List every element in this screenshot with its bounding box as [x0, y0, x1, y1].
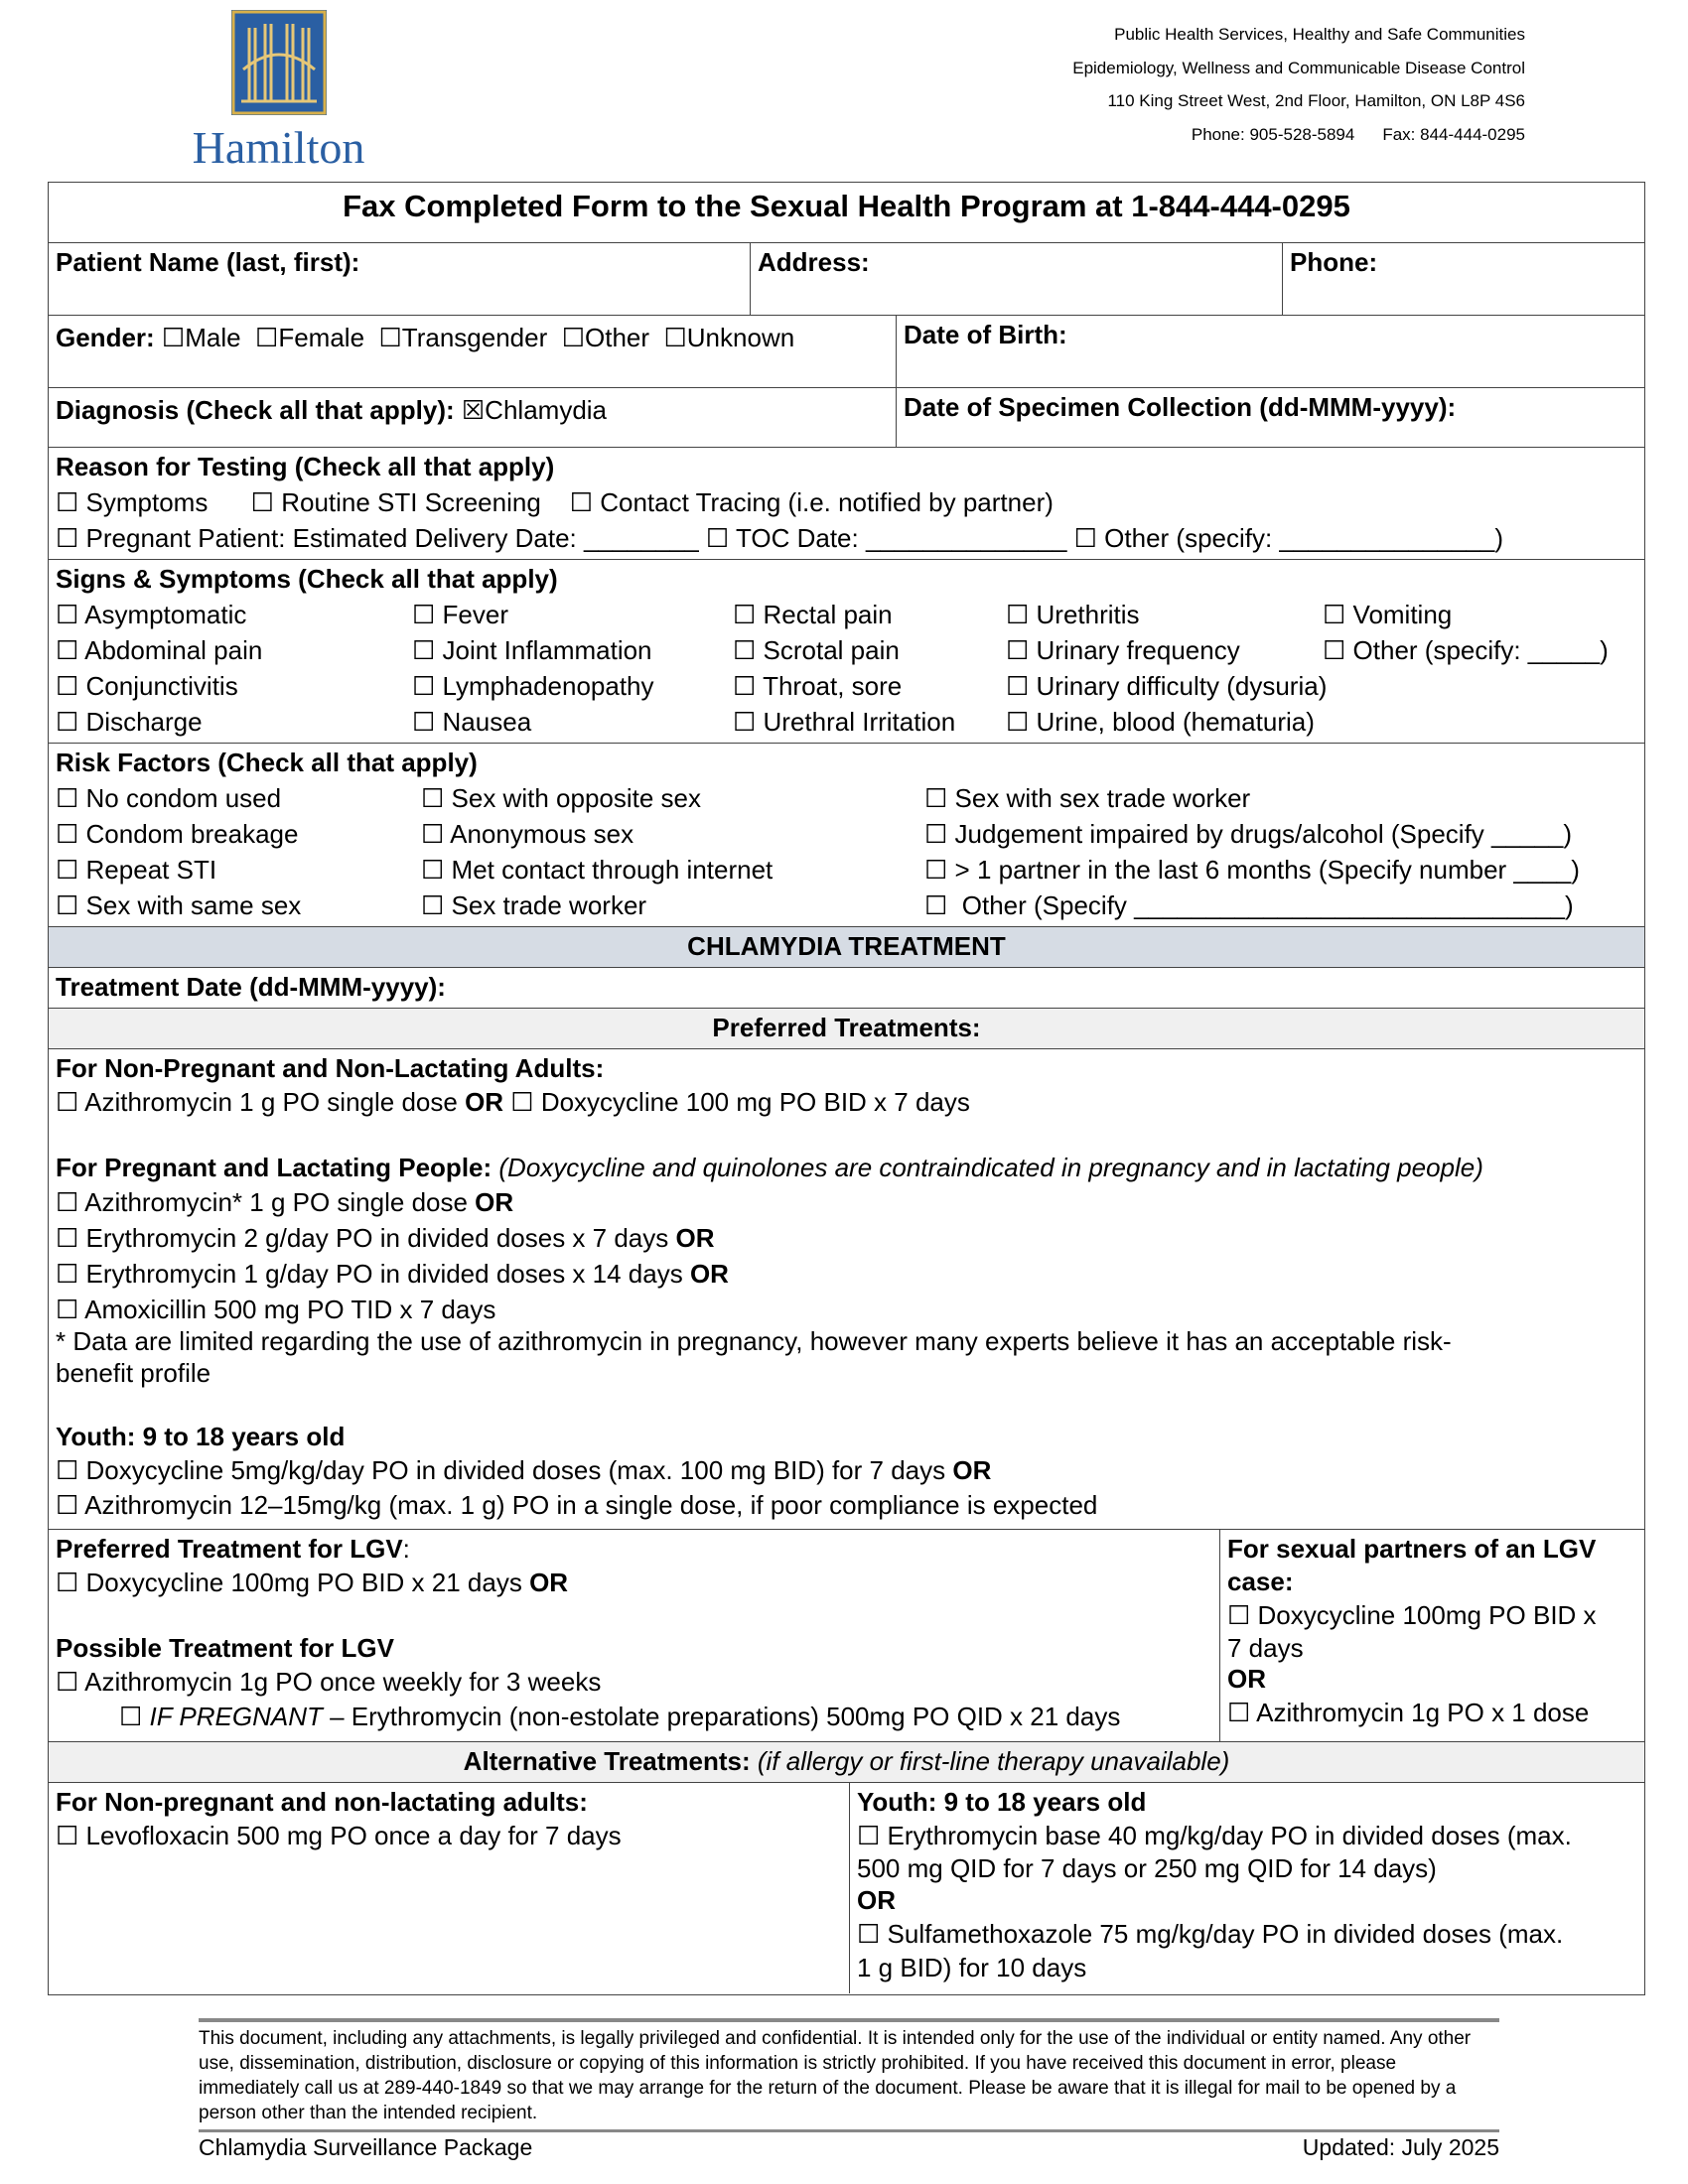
partners-heading-1: For sexual partners of an LGV: [1227, 1534, 1597, 1564]
alt-youth-option-2-cont: 1 g BID) for 10 days: [857, 1953, 1087, 1982]
symptom-option[interactable]: ☐ Urine, blood (hematuria): [1006, 707, 1315, 737]
alt-youth-cell: [849, 1783, 1644, 1993]
alternative-banner-title: Alternative Treatments:: [463, 1746, 751, 1776]
partners-heading-2: case:: [1227, 1567, 1294, 1596]
alternative-banner-row: [49, 1741, 1644, 1782]
signs-symptoms-section: [49, 559, 1644, 743]
alt-youth-heading: Youth: 9 to 18 years old: [857, 1787, 1147, 1817]
or-label: OR: [857, 1885, 896, 1915]
or-label: OR: [1227, 1664, 1266, 1694]
youth-option-2[interactable]: ☐ Azithromycin 12–15mg/kg (max. 1 g) PO in a single dose, if poor compliance is expected: [56, 1490, 1098, 1520]
pregnant-option-3[interactable]: [56, 1259, 729, 1290]
footer-rule: [199, 2129, 1499, 2132]
phone-fax-line: [1072, 118, 1525, 152]
pregnancy-footnote-line-1: * Data are limited regarding the use of azithromycin in pregnancy, however many experts believe it has an acceptable risk-: [56, 1326, 1452, 1356]
symptom-option[interactable]: ☐ Conjunctivitis: [56, 671, 238, 701]
updated-date: Updated: July 2025: [1302, 2134, 1499, 2160]
risk-factor-option[interactable]: ☐ Sex with sex trade worker: [924, 783, 1251, 813]
lgv-option-pregnant[interactable]: [119, 1702, 1120, 1732]
organization-address-block: [1072, 18, 1525, 151]
if-pregnant-label: IF PREGNANT: [149, 1702, 323, 1731]
logo-mark-icon: [231, 10, 327, 115]
date-of-birth-field[interactable]: Date of Birth:: [896, 316, 1644, 387]
risk-factor-option[interactable]: ☐ Condom breakage: [56, 819, 299, 849]
youth-option-text[interactable]: ☐ Doxycycline 5mg/kg/day PO in divided doses (max. 100 mg BID) for 7 days: [56, 1455, 953, 1485]
lgv-option-text: – Erythromycin (non-estolate preparations) 500mg PO QID x 21 days: [322, 1702, 1121, 1731]
symptom-option[interactable]: ☐ Urethritis: [1006, 600, 1140, 629]
alternative-treatments-section: [49, 1782, 1644, 1993]
alt-youth-option-1-cont: 500 mg QID for 7 days or 250 mg QID for 14 days): [857, 1853, 1437, 1883]
checkbox[interactable]: ☐: [119, 1702, 150, 1731]
treatment-banner-row: [49, 926, 1644, 967]
footer: [199, 2018, 1499, 2161]
symptom-option[interactable]: ☐ Urinary frequency: [1006, 635, 1240, 665]
reason-for-testing-section: [49, 447, 1644, 559]
doxycycline-option[interactable]: ☐ Doxycycline 100 mg PO BID x 7 days: [503, 1087, 970, 1117]
risk-factor-option[interactable]: ☐ > 1 partner in the last 6 months (Specify number ____): [924, 855, 1580, 885]
youth-heading: Youth: 9 to 18 years old: [56, 1422, 346, 1451]
risk-factor-option[interactable]: ☐ Sex with opposite sex: [421, 783, 702, 813]
partners-option-1-cont: 7 days: [1227, 1633, 1304, 1663]
treatment-date-row: [49, 967, 1644, 1008]
lgv-heading: Preferred Treatment for LGV: [56, 1534, 403, 1564]
lgv-option-text[interactable]: ☐ Doxycycline 100mg PO BID x 21 days: [56, 1568, 530, 1597]
specimen-collection-date-field[interactable]: Date of Specimen Collection (dd-MMM-yyyy):: [896, 388, 1644, 447]
pregnant-option-1[interactable]: [56, 1187, 513, 1218]
alt-youth-option-1[interactable]: ☐ Erythromycin base 40 mg/kg/day PO in divided doses (max.: [857, 1821, 1572, 1850]
pregnant-heading-line: [56, 1153, 1483, 1183]
or-label: OR: [465, 1087, 504, 1117]
symptom-option[interactable]: ☐ Asymptomatic: [56, 600, 247, 629]
logo-text: Hamilton: [192, 122, 365, 173]
lgv-heading-line: Preferred Treatment for LGV:: [56, 1534, 410, 1564]
preferred-banner-row: [49, 1008, 1644, 1048]
pregnancy-footnote-line-2: benefit profile: [56, 1358, 211, 1388]
patient-row: [49, 242, 1644, 315]
symptom-option[interactable]: ☐ Fever: [412, 600, 508, 629]
lgv-possible-heading: Possible Treatment for LGV: [56, 1633, 394, 1663]
symptom-option[interactable]: ☐ Throat, sore: [733, 671, 903, 701]
lgv-treatment-cell: [49, 1530, 1219, 1741]
pregnant-option-text[interactable]: ☐ Erythromycin 2 g/day PO in divided doses x 7 days: [56, 1223, 676, 1253]
risk-heading: Risk Factors (Check all that apply): [56, 748, 478, 777]
org-line: Public Health Services, Healthy and Safe Communities: [1114, 25, 1525, 44]
reason-heading: Reason for Testing (Check all that apply): [56, 452, 555, 481]
risk-factor-option[interactable]: ☐ Other (Specify ______________________________): [924, 890, 1574, 920]
pregnant-option-2[interactable]: [56, 1223, 714, 1254]
risk-factor-option[interactable]: ☐ Sex trade worker: [421, 890, 647, 920]
pregnant-option-text[interactable]: ☐ Erythromycin 1 g/day PO in divided doses x 14 days: [56, 1259, 690, 1289]
diagnosis-field[interactable]: [49, 388, 896, 447]
report-form: [48, 182, 1645, 1995]
hamilton-logo: [177, 10, 380, 174]
symptom-option[interactable]: ☐ Joint Inflammation: [412, 635, 652, 665]
risk-factor-option[interactable]: ☐ No condom used: [56, 783, 282, 813]
symptom-option[interactable]: ☐ Discharge: [56, 707, 203, 737]
risk-factor-option[interactable]: ☐ Met contact through internet: [421, 855, 774, 885]
lgv-partners-cell: [1219, 1530, 1644, 1741]
or-label: OR: [689, 1259, 729, 1289]
footer-rule: [199, 2018, 1499, 2022]
symptom-option[interactable]: ☐ Urinary difficulty (dysuria): [1006, 671, 1328, 701]
partners-option-1[interactable]: ☐ Doxycycline 100mg PO BID x: [1227, 1600, 1597, 1630]
form-title: Fax Completed Form to the Sexual Health Program at 1-844-444-0295: [343, 189, 1350, 223]
risk-factor-option[interactable]: ☐ Repeat STI: [56, 855, 217, 885]
org-phone: Phone: 905-528-5894: [1191, 124, 1355, 144]
pregnant-option-4[interactable]: ☐ Amoxicillin 500 mg PO TID x 7 days: [56, 1295, 496, 1324]
youth-option-1[interactable]: [56, 1455, 991, 1486]
alternative-banner-note: (if allergy or first-line therapy unavailable): [750, 1746, 1230, 1776]
confidentiality-notice: This document, including any attachments, is legally privileged and confidential. It is intended only for the use of the individual or entity named. Any other use, dissemination, distribution, disclosure or copying of this information is strictly prohibited. If you have received this document in error, please immediately call us at 289-440-1849 so that we may arrange for the return of the document. Please be aware that it is illegal for mail to be opened by a person other than the intended recipient.: [199, 2028, 1472, 2123]
symptom-option[interactable]: ☐ Other (specify: _____): [1323, 635, 1609, 665]
org-fax: Fax: 844-444-0295: [1382, 124, 1525, 144]
pregnant-heading: For Pregnant and Lactating People:: [56, 1153, 492, 1182]
symptom-option[interactable]: ☐ Nausea: [412, 707, 532, 737]
symptom-option[interactable]: ☐ Rectal pain: [733, 600, 893, 629]
gender-label: Gender:: [56, 323, 155, 352]
gender-row: [49, 315, 1644, 387]
signs-heading: Signs & Symptoms (Check all that apply): [56, 564, 558, 594]
nonpregnant-heading: For Non-Pregnant and Non-Lactating Adults:: [56, 1053, 605, 1083]
preferred-treatments-banner: Preferred Treatments:: [712, 1013, 981, 1042]
form-title-row: [49, 183, 1644, 242]
address-field[interactable]: Address:: [750, 243, 1282, 315]
diagnosis-row: [49, 387, 1644, 447]
gender-field[interactable]: [49, 316, 896, 387]
treatment-banner: CHLAMYDIA TREATMENT: [687, 931, 1006, 961]
lgv-section: [49, 1529, 1644, 1741]
org-line: 110 King Street West, 2nd Floor, Hamilton, ON L8P 4S6: [1107, 91, 1525, 110]
lgv-option-2[interactable]: ☐ Azithromycin 1g PO once weekly for 3 weeks: [56, 1667, 602, 1697]
risk-factor-option[interactable]: ☐ Anonymous sex: [421, 819, 634, 849]
phone-field[interactable]: Phone:: [1282, 243, 1644, 315]
risk-factors-section: [49, 743, 1644, 926]
or-label: OR: [952, 1455, 992, 1485]
symptom-option[interactable]: ☐ Urethral Irritation: [733, 707, 956, 737]
alt-youth-option-2[interactable]: ☐ Sulfamethoxazole 75 mg/kg/day PO in divided doses (max.: [857, 1919, 1564, 1949]
or-label: OR: [475, 1187, 514, 1217]
risk-factor-option[interactable]: ☐ Sex with same sex: [56, 890, 302, 920]
or-label: OR: [529, 1568, 569, 1597]
org-line: Epidemiology, Wellness and Communicable Disease Control: [1072, 58, 1525, 77]
diagnosis-label: Diagnosis (Check all that apply):: [56, 395, 455, 425]
diagnosis-chlamydia-checkbox[interactable]: ☒Chlamydia: [461, 395, 608, 425]
azithromycin-option[interactable]: ☐ Azithromycin 1 g PO single dose: [56, 1087, 466, 1117]
treatment-date-field[interactable]: Treatment Date (dd-MMM-yyyy):: [56, 972, 446, 1002]
alternative-banner: [49, 1742, 1644, 1782]
alt-adult-option[interactable]: ☐ Levofloxacin 500 mg PO once a day for 7 days: [56, 1821, 622, 1850]
patient-name-field[interactable]: Patient Name (last, first):: [56, 247, 360, 277]
symptom-option[interactable]: ☐ Scrotal pain: [733, 635, 900, 665]
lgv-option-1[interactable]: [56, 1568, 568, 1598]
symptom-option[interactable]: ☐ Vomiting: [1323, 600, 1453, 629]
partners-option-2[interactable]: ☐ Azithromycin 1g PO x 1 dose: [1227, 1698, 1590, 1727]
or-label: OR: [675, 1223, 715, 1253]
symptom-option[interactable]: ☐ Lymphadenopathy: [412, 671, 654, 701]
preferred-treatments-section: [49, 1048, 1644, 1529]
footer-bottom-line: [199, 2134, 1499, 2161]
risk-factor-option[interactable]: ☐ Judgement impaired by drugs/alcohol (Specify _____): [924, 819, 1572, 849]
pregnant-option-text[interactable]: ☐ Azithromycin* 1 g PO single dose: [56, 1187, 476, 1217]
gender-options[interactable]: ☐Male ☐Female ☐Transgender ☐Other ☐Unknown: [161, 323, 795, 352]
symptom-option[interactable]: ☐ Abdominal pain: [56, 635, 263, 665]
reason-options-line-1[interactable]: ☐ Symptoms ☐ Routine STI Screening ☐ Contact Tracing (i.e. notified by partner): [56, 487, 1054, 517]
pregnant-note: (Doxycycline and quinolones are contraindicated in pregnancy and in lactating people): [492, 1153, 1483, 1182]
package-name: Chlamydia Surveillance Package: [199, 2134, 533, 2160]
reason-options-line-2[interactable]: ☐ Pregnant Patient: Estimated Delivery Date: ________ ☐ TOC Date: ______________ ☐ Other (specify: _______________): [56, 523, 1503, 553]
nonpregnant-options[interactable]: [56, 1087, 970, 1118]
alt-adult-heading: For Non-pregnant and non-lactating adults:: [56, 1787, 588, 1817]
alt-adult-cell: [49, 1783, 849, 1993]
